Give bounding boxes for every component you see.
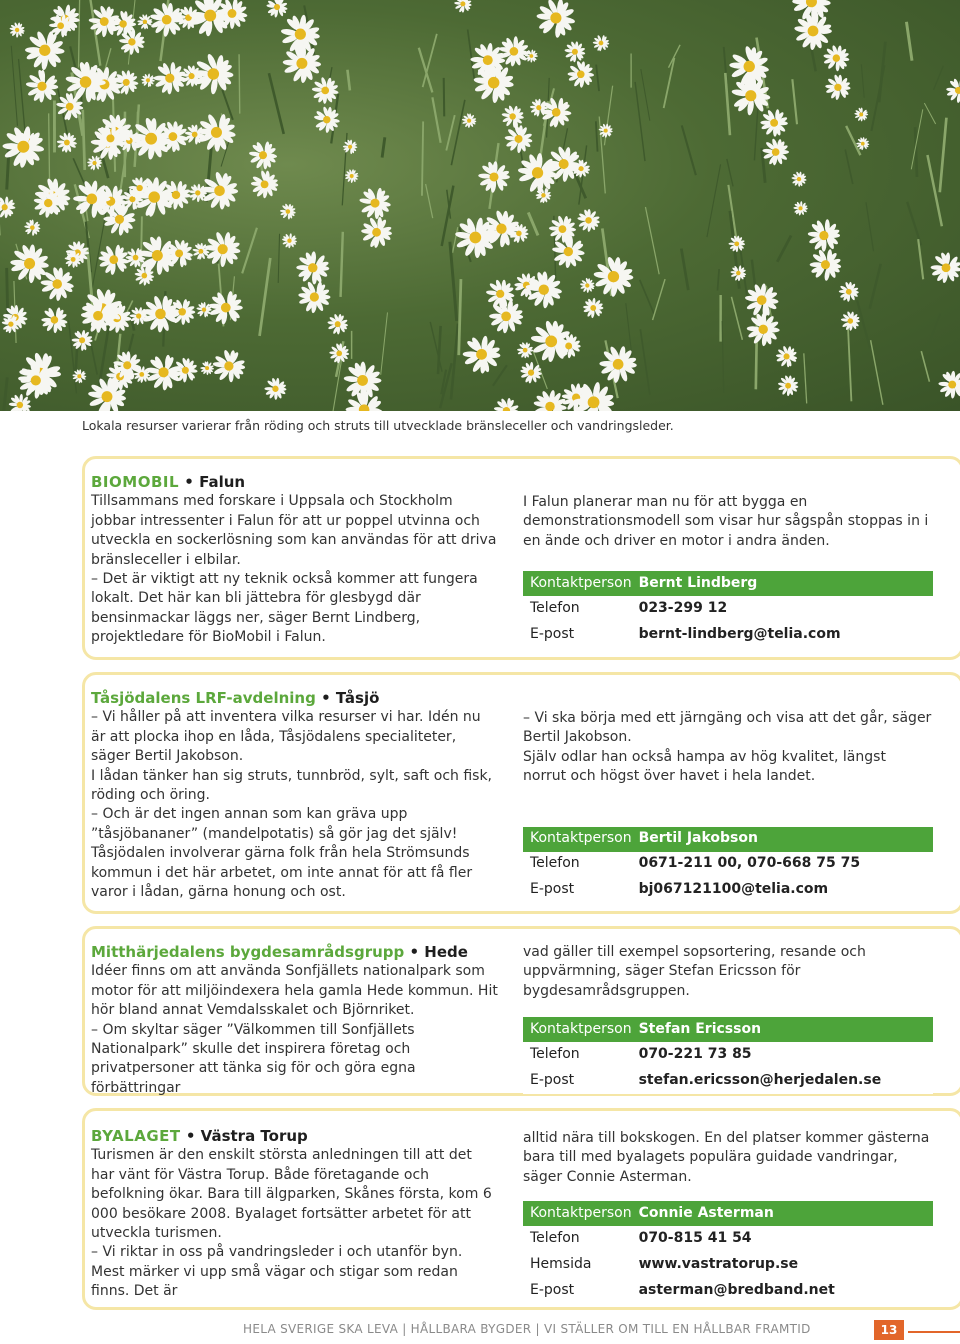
daisy-flower [478, 161, 510, 193]
grass-blade [871, 65, 884, 131]
grass-blade [940, 118, 947, 193]
heading-separator: • [179, 473, 200, 491]
body-paragraph: alltid nära till bokskogen. En del platser kommer gästerna bara till med byalagets populära guidade vandringar, säger Connie Asterman. [523, 1130, 930, 1185]
contact-row-label: Telefon [523, 1042, 632, 1068]
section-mittharjedalen [82, 926, 960, 1096]
grass-blade [596, 65, 599, 92]
grass-blade [727, 159, 733, 186]
daisy-photo [0, 0, 960, 411]
contact-table [523, 827, 933, 904]
body-paragraph: Tåsjödalen involverar gärna folk från hela Strömsunds kommun i det här arbetet, om inte annat för att få fler varor i lådan, gärna honung och ost. [91, 845, 473, 901]
body-paragraph: – Vi riktar in oss på vandringsleder i och utanför byn. Mest märker vi upp små vägar och stigar som redan finns. Det är [91, 1244, 463, 1300]
daisy-flower [359, 188, 391, 220]
contact-table [523, 1017, 933, 1094]
grass-blade [128, 334, 133, 354]
contact-row-label: Telefon [523, 1226, 632, 1252]
daisy-flower [776, 345, 798, 367]
daisy-flower [577, 209, 600, 232]
grass-blade [381, 312, 388, 374]
daisy-flower [264, 377, 286, 399]
daisy-flower [72, 330, 93, 351]
contact-row-label: E-post [523, 622, 632, 648]
grass-blade [731, 297, 742, 340]
grass-blade [79, 0, 80, 68]
daisy-flower [345, 169, 359, 183]
body-paragraph: Tillsammans med forskare i Uppsala och Stockholm jobbar intressenter i Falun för att ur poppel utvinna och utveckla en sockerlösning som kan användas för att driva bränsleceller i elbilar. [91, 493, 497, 568]
contact-website[interactable]: www.vastratorup.se [632, 1252, 933, 1278]
page-number: 13 [874, 1320, 904, 1340]
grass-blade [459, 279, 461, 355]
grass-blade [468, 29, 475, 78]
daisy-flower [280, 203, 296, 219]
body-paragraph: Turismen är den enskilt största anledningen till att det har vänt för Västra Torup. Både företagande och befolkning ökar. Bara till älgparken, Skånes första, kom 6 000 besökare 2008. Byalaget fortsätter arbetet för att utveckla turismen. [91, 1147, 492, 1242]
daisy-flower [361, 217, 392, 248]
daisy-flower [454, 0, 472, 13]
contact-header-row [523, 1201, 933, 1226]
section-tasjodalen [82, 672, 960, 914]
daisy-flower [808, 219, 841, 251]
daisy-flower [455, 217, 496, 258]
grass-blade [451, 100, 465, 165]
daisy-flower [150, 2, 184, 37]
contact-row [523, 1278, 933, 1304]
contact-email[interactable]: asterman@bredband.net [632, 1278, 933, 1304]
body-paragraph: – Och är det ingen annan som kan gräva upp ”tåsjöbananer” (mandelpotatis) så gör jag det själv! [91, 806, 458, 842]
grass-blade [7, 143, 10, 189]
body-paragraph: I Falun planerar man nu för att bygga en demonstrationsmodell som visar hur sågspån stoppas in i en ände och driver en motor i andra änden. [523, 494, 929, 549]
section-byalaget [82, 1108, 960, 1310]
daisy-flower [494, 398, 520, 411]
grass-blade [83, 110, 85, 170]
section-left-column [91, 473, 499, 648]
daisy-flower [0, 197, 16, 219]
page-footer [0, 1322, 960, 1344]
contact-row [523, 1226, 933, 1252]
daisy-flower [327, 313, 348, 334]
grass-blade [528, 212, 538, 235]
section-right-column [523, 709, 933, 904]
contact-table [523, 1201, 933, 1304]
section-heading [91, 473, 499, 492]
contact-label: Kontaktperson [530, 575, 632, 592]
section-heading [91, 943, 499, 962]
grass-blade [242, 228, 257, 274]
daisy-flower [329, 343, 349, 364]
heading-separator: • [404, 943, 425, 961]
grass-blade [641, 69, 650, 121]
daisy-flower [25, 30, 65, 70]
contact-name: Bernt Lindberg [638, 575, 758, 592]
grass-blade [596, 121, 598, 151]
daisy-flower [41, 307, 67, 333]
grass-blade [653, 279, 665, 320]
daisy-flower [281, 15, 321, 54]
photo-caption: Lokala resurser varierar från röding och struts till utvecklade bränsleceller och vandringsleder. [82, 418, 674, 433]
daisy-flower [26, 69, 59, 103]
daisy-flower [463, 335, 501, 373]
grass-blade [921, 351, 929, 382]
daisy-flower [525, 271, 562, 308]
daisy-flower [794, 12, 832, 50]
daisy-flower [312, 77, 339, 104]
body-paragraph: – Det är viktigt att ny teknik också kommer att fungera lokalt. Det här kan bli jättebra för glesbygd där bensinmackar läggs ner, säger Bernt Lindberg, projektledare för BioMobil i Falun. [91, 571, 478, 646]
daisy-flower [346, 391, 383, 411]
contact-phone: 070-815 41 54 [632, 1226, 933, 1252]
contact-label: Kontaktperson [530, 830, 632, 847]
contact-phone: 023-299 12 [632, 596, 933, 622]
grass-blade [907, 202, 921, 245]
daisy-flower [841, 311, 860, 331]
daisy-flower [793, 201, 808, 216]
grass-blade [681, 249, 688, 291]
place-name: Tåsjö [335, 689, 380, 707]
contact-table [523, 571, 933, 648]
daisy-flower [593, 256, 633, 297]
contact-row [523, 1068, 933, 1094]
daisy-flower [791, 171, 806, 187]
daisy-flower [98, 245, 129, 276]
grass-blade [722, 321, 724, 393]
grass-blade [792, 79, 797, 124]
daisy-flower [89, 5, 120, 37]
contact-row [523, 852, 933, 878]
daisy-flower [931, 252, 960, 284]
daisy-flower [567, 60, 594, 88]
daisy-flower [501, 105, 524, 128]
contact-row-label: E-post [523, 1068, 632, 1094]
contact-row [523, 877, 933, 903]
grass-blade [453, 227, 458, 253]
contact-row [523, 622, 933, 648]
daisy-flower [249, 141, 278, 169]
daisy-flower [344, 362, 382, 400]
grass-blade [19, 59, 26, 137]
section-right-column [523, 943, 933, 1094]
daisy-flower [141, 73, 155, 87]
daisy-flower [938, 371, 960, 399]
daisy-flower [146, 355, 182, 391]
body-paragraph: – Vi håller på att inventera vilka resurser vi har. Idén nu är att plocka ihop en låda, Tåsjödalens specialiteter, säger Bertil Jakobson. [91, 709, 481, 765]
grass-blade [92, 210, 106, 289]
grass-blade [422, 121, 423, 195]
daisy-flower [564, 41, 585, 62]
grass-blade [924, 103, 935, 124]
daisy-flower [9, 22, 25, 38]
daisy-flower [778, 375, 799, 396]
grass-blade [450, 242, 457, 321]
contact-phone: 0671-211 00, 070-668 75 75 [632, 852, 933, 878]
daisy-flower [197, 113, 236, 152]
heading-separator: • [315, 689, 336, 707]
grass-blade [432, 97, 440, 143]
daisy-flower [192, 243, 209, 260]
grass-blade [804, 353, 807, 403]
heading-separator: • [180, 1127, 201, 1145]
grass-blade [906, 22, 912, 61]
place-name: Falun [199, 473, 246, 491]
contact-row [523, 1252, 933, 1278]
grass-blade [382, 137, 385, 157]
body-paragraph: vad gäller till exempel sopsortering, resande och uppvärmning, säger Stefan Ericsson för bygdesamrådsgruppen. [523, 944, 866, 999]
daisy-flower [520, 362, 542, 384]
daisy-flower [282, 233, 297, 248]
contact-header-row [523, 1017, 933, 1042]
grass-blade [857, 300, 870, 348]
daisy-flower [213, 349, 246, 382]
grass-blade [446, 115, 454, 150]
grass-blade [444, 78, 445, 117]
grass-blade [645, 207, 659, 274]
org-name: Mitthärjedalens bygdesamrådsgrupp [91, 943, 405, 961]
daisy-flower [823, 45, 849, 72]
contact-name: Stefan Ericsson [638, 1021, 762, 1038]
grass-blade [635, 82, 645, 161]
daisy-flower [196, 302, 211, 317]
grass-blade [846, 126, 860, 155]
daisy-flower [209, 291, 243, 325]
grass-blade [871, 340, 883, 405]
grass-blade [260, 258, 271, 336]
grass-blade [423, 34, 437, 87]
place-name: Hede [424, 943, 468, 961]
grass-blade [239, 54, 240, 113]
grass-blade [640, 280, 655, 315]
body-paragraph: – Vi ska börja med ett järngäng och visa att det går, säger Bertil Jakobson. [523, 710, 932, 746]
daisy-flower [40, 267, 74, 302]
grass-blade [640, 329, 649, 394]
body-paragraph: – Om skyltar säger ”Välkommen till Sonfjällets Nationalpark” skulle det inspirera företag och privatpersoner att tänka sig för och göra egna förbättringar [91, 1021, 416, 1096]
daisy-flower [760, 109, 788, 137]
org-name: BYALAGET [91, 1127, 181, 1145]
grass-blade [419, 48, 433, 93]
daisy-flower [87, 155, 102, 170]
daisy-flower [343, 139, 358, 154]
section-left-column [91, 943, 499, 1098]
grass-blade [669, 45, 681, 68]
daisy-flower [10, 244, 49, 284]
grass-blade [347, 70, 349, 91]
grass-blade [269, 73, 284, 134]
daisy-flower [839, 281, 859, 301]
grass-blade [762, 148, 765, 183]
grass-blade [915, 127, 917, 177]
daisy-flower [583, 298, 603, 319]
grass-blade [426, 184, 433, 218]
grass-blade [451, 324, 458, 400]
section-right-column [523, 1129, 933, 1304]
daisy-flower [18, 362, 54, 399]
grass-blade [848, 325, 852, 402]
daisy-flower [205, 231, 241, 267]
grass-blade [777, 236, 791, 262]
daisy-flower [810, 249, 842, 281]
grass-blade [866, 202, 874, 251]
daisy-flower [946, 78, 960, 103]
grass-blade [4, 377, 8, 411]
contact-row-label: Hemsida [523, 1252, 632, 1278]
daisy-flower [533, 390, 567, 411]
grass-blade [861, 64, 864, 97]
contact-email[interactable]: bj067121100@telia.com [632, 877, 933, 903]
org-name: Tåsjödalens LRF-avdelning [91, 689, 316, 707]
grass-blade [870, 264, 881, 309]
daisy-flower [24, 219, 40, 236]
daisy-flower [854, 107, 868, 121]
contact-row-label: Telefon [523, 596, 632, 622]
daisy-flower [593, 35, 610, 52]
daisy-flower [296, 251, 329, 284]
body-paragraph: I lådan tänker han sig struts, tunnbröd, sylt, saft och fisk, röding och öring. [91, 767, 493, 804]
footer-text: HELA SVERIGE SKA LEVA | HÅLLBARA BYGDER | VI STÄLLER OM TILL EN HÅLLBAR FRAMTID [243, 1322, 811, 1336]
grass-blade [69, 320, 77, 393]
contact-row-label: Telefon [523, 852, 632, 878]
daisy-flower [193, 53, 233, 95]
contact-row-label: E-post [523, 1278, 632, 1304]
daisy-flower [745, 283, 779, 317]
contact-row [523, 1042, 933, 1068]
place-name: Västra Torup [200, 1127, 308, 1145]
daisy-flower [517, 342, 533, 359]
daisy-flower [747, 313, 780, 347]
grass-blade [493, 365, 507, 385]
daisy-flower [200, 361, 214, 375]
grass-blade [341, 232, 343, 297]
daisy-flower [599, 345, 637, 383]
contact-row [523, 596, 933, 622]
section-heading [91, 1127, 499, 1146]
daisy-flower [728, 235, 745, 252]
contact-email[interactable]: bernt-lindberg@telia.com [632, 622, 933, 648]
daisy-flower [201, 171, 238, 210]
daisy-flower [134, 266, 154, 286]
daisy-flower [119, 28, 145, 55]
section-heading [91, 689, 499, 708]
contact-header-row [523, 571, 933, 596]
contact-phone: 070-221 73 85 [632, 1042, 933, 1068]
org-name: BIOMOBIL [91, 473, 180, 491]
contact-row-label: E-post [523, 877, 632, 903]
daisy-flower [505, 124, 533, 153]
grass-blade [927, 314, 940, 348]
daisy-flower [154, 62, 186, 94]
body-paragraph: Själv odlar han också hampa av hög kvalitet, längst norrut och högst över havet i hela landet. [523, 748, 886, 785]
grass-blade [845, 149, 853, 184]
daisy-flower [518, 153, 558, 193]
daisy-photo-graphic [0, 0, 960, 411]
contact-name: Bertil Jakobson [638, 830, 758, 847]
grass-blade [278, 234, 279, 283]
contact-name: Connie Asterman [638, 1205, 774, 1222]
daisy-flower [462, 113, 477, 128]
daisy-flower [825, 74, 851, 100]
contact-header-row [523, 827, 933, 852]
daisy-flower [762, 138, 789, 166]
body-paragraph: Idéer finns om att använda Sonfjällets nationalpark som motor för att miljöindexera hela gamla Hede kommun. Hit hör bland annat Vemdalsskalet och Björnriket. [91, 963, 498, 1019]
section-right-column [523, 493, 933, 648]
grass-blade [717, 269, 719, 290]
grass-blade [11, 46, 17, 126]
section-left-column [91, 1127, 499, 1302]
section-left-column [91, 689, 499, 902]
page-number-rule [908, 1331, 960, 1333]
daisy-flower [266, 0, 287, 18]
contact-email[interactable]: stefan.ericsson@herjedalen.se [632, 1068, 933, 1094]
daisy-flower [283, 44, 322, 83]
daisy-flower [580, 278, 595, 293]
daisy-flower [251, 170, 279, 198]
contact-label: Kontaktperson [530, 1021, 632, 1038]
grass-blade [934, 66, 944, 90]
daisy-flower [298, 281, 330, 314]
daisy-flower [9, 394, 32, 411]
grass-blade [682, 125, 696, 175]
grass-blade [707, 164, 721, 237]
daisy-flower [536, 0, 575, 38]
section-biomobil [82, 456, 960, 660]
contact-label: Kontaktperson [530, 1205, 632, 1222]
